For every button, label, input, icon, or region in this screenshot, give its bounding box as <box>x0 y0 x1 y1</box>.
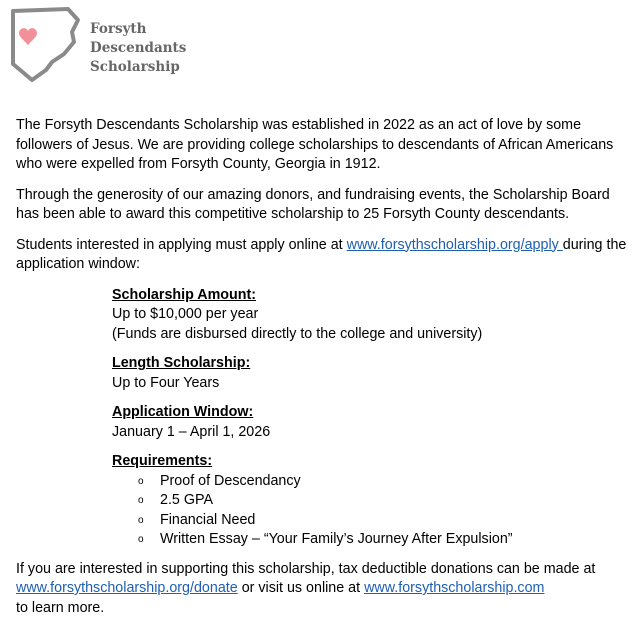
apply-link[interactable]: www.forsythscholarship.org/apply <box>346 236 563 253</box>
closing-text-after: to learn more. <box>16 599 105 616</box>
donate-link[interactable]: www.forsythscholarship.org/donate <box>16 580 238 596</box>
bullet-icon: o <box>138 514 144 526</box>
requirement-text: Written Essay – “Your Family’s Journey After Expulsion” <box>160 531 513 547</box>
logo-line-3: Scholarship <box>90 59 180 75</box>
heart-icon <box>19 28 37 46</box>
apply-text-after: during the application window: <box>16 236 627 272</box>
closing-paragraph <box>16 560 628 619</box>
logo-wordmark <box>90 20 186 77</box>
bullet-icon: o <box>138 475 144 487</box>
intro-paragraph-2: Through the generosity of our amazing donors, and fundraising events, the Scholarship Board has been able to award this competitive scholarship to 25 Forsyth County descendants. <box>16 186 610 222</box>
requirements-heading: Requirements: <box>112 453 213 469</box>
bullet-icon: o <box>138 495 144 506</box>
requirements-section <box>112 452 628 550</box>
amount-line-1: Up to $10,000 per year <box>112 306 259 322</box>
window-section <box>112 403 628 442</box>
scholarship-details <box>112 286 628 550</box>
logo-line-1: Forsyth <box>90 21 147 37</box>
logo <box>8 6 188 86</box>
requirement-text: Proof of Descendancy <box>160 472 301 489</box>
requirement-text: Financial Need <box>160 511 256 528</box>
amount-line-2: (Funds are disbursed directly to the college and university) <box>112 325 483 342</box>
closing-text-middle: or visit us online at <box>237 580 365 596</box>
list-item <box>112 491 628 511</box>
intro-paragraph-1: The Forsyth Descendants Scholarship was established in 2022 as an act of love by some followers of Jesus. We are providing college scholarships to descendants of African Americans who were expelled from Forsyth County, Georgia in 1912. <box>16 117 614 172</box>
window-heading: Application Window: <box>112 404 254 420</box>
list-item <box>112 511 628 531</box>
length-value: Up to Four Years <box>112 374 220 391</box>
amount-section <box>112 286 628 345</box>
logo-line-2: Descendants <box>90 40 187 56</box>
bullet-icon: o <box>138 534 144 545</box>
amount-heading: Scholarship Amount: <box>112 286 257 303</box>
length-heading: Length Scholarship: <box>112 355 251 371</box>
county-outline-icon <box>8 6 88 86</box>
list-item <box>112 472 628 492</box>
requirement-text: 2.5 GPA <box>160 492 213 508</box>
apply-paragraph <box>16 236 628 275</box>
length-section <box>112 354 628 393</box>
document-body <box>16 116 628 629</box>
list-item <box>112 530 628 550</box>
closing-text-before: If you are interested in supporting this scholarship, tax deductible donations can be made at <box>16 560 596 577</box>
window-value: January 1 – April 1, 2026 <box>112 423 271 440</box>
apply-text-before: Students interested in applying must apply online at <box>16 236 347 253</box>
requirements-list <box>112 472 628 550</box>
website-link[interactable]: www.forsythscholarship.com <box>364 580 545 596</box>
